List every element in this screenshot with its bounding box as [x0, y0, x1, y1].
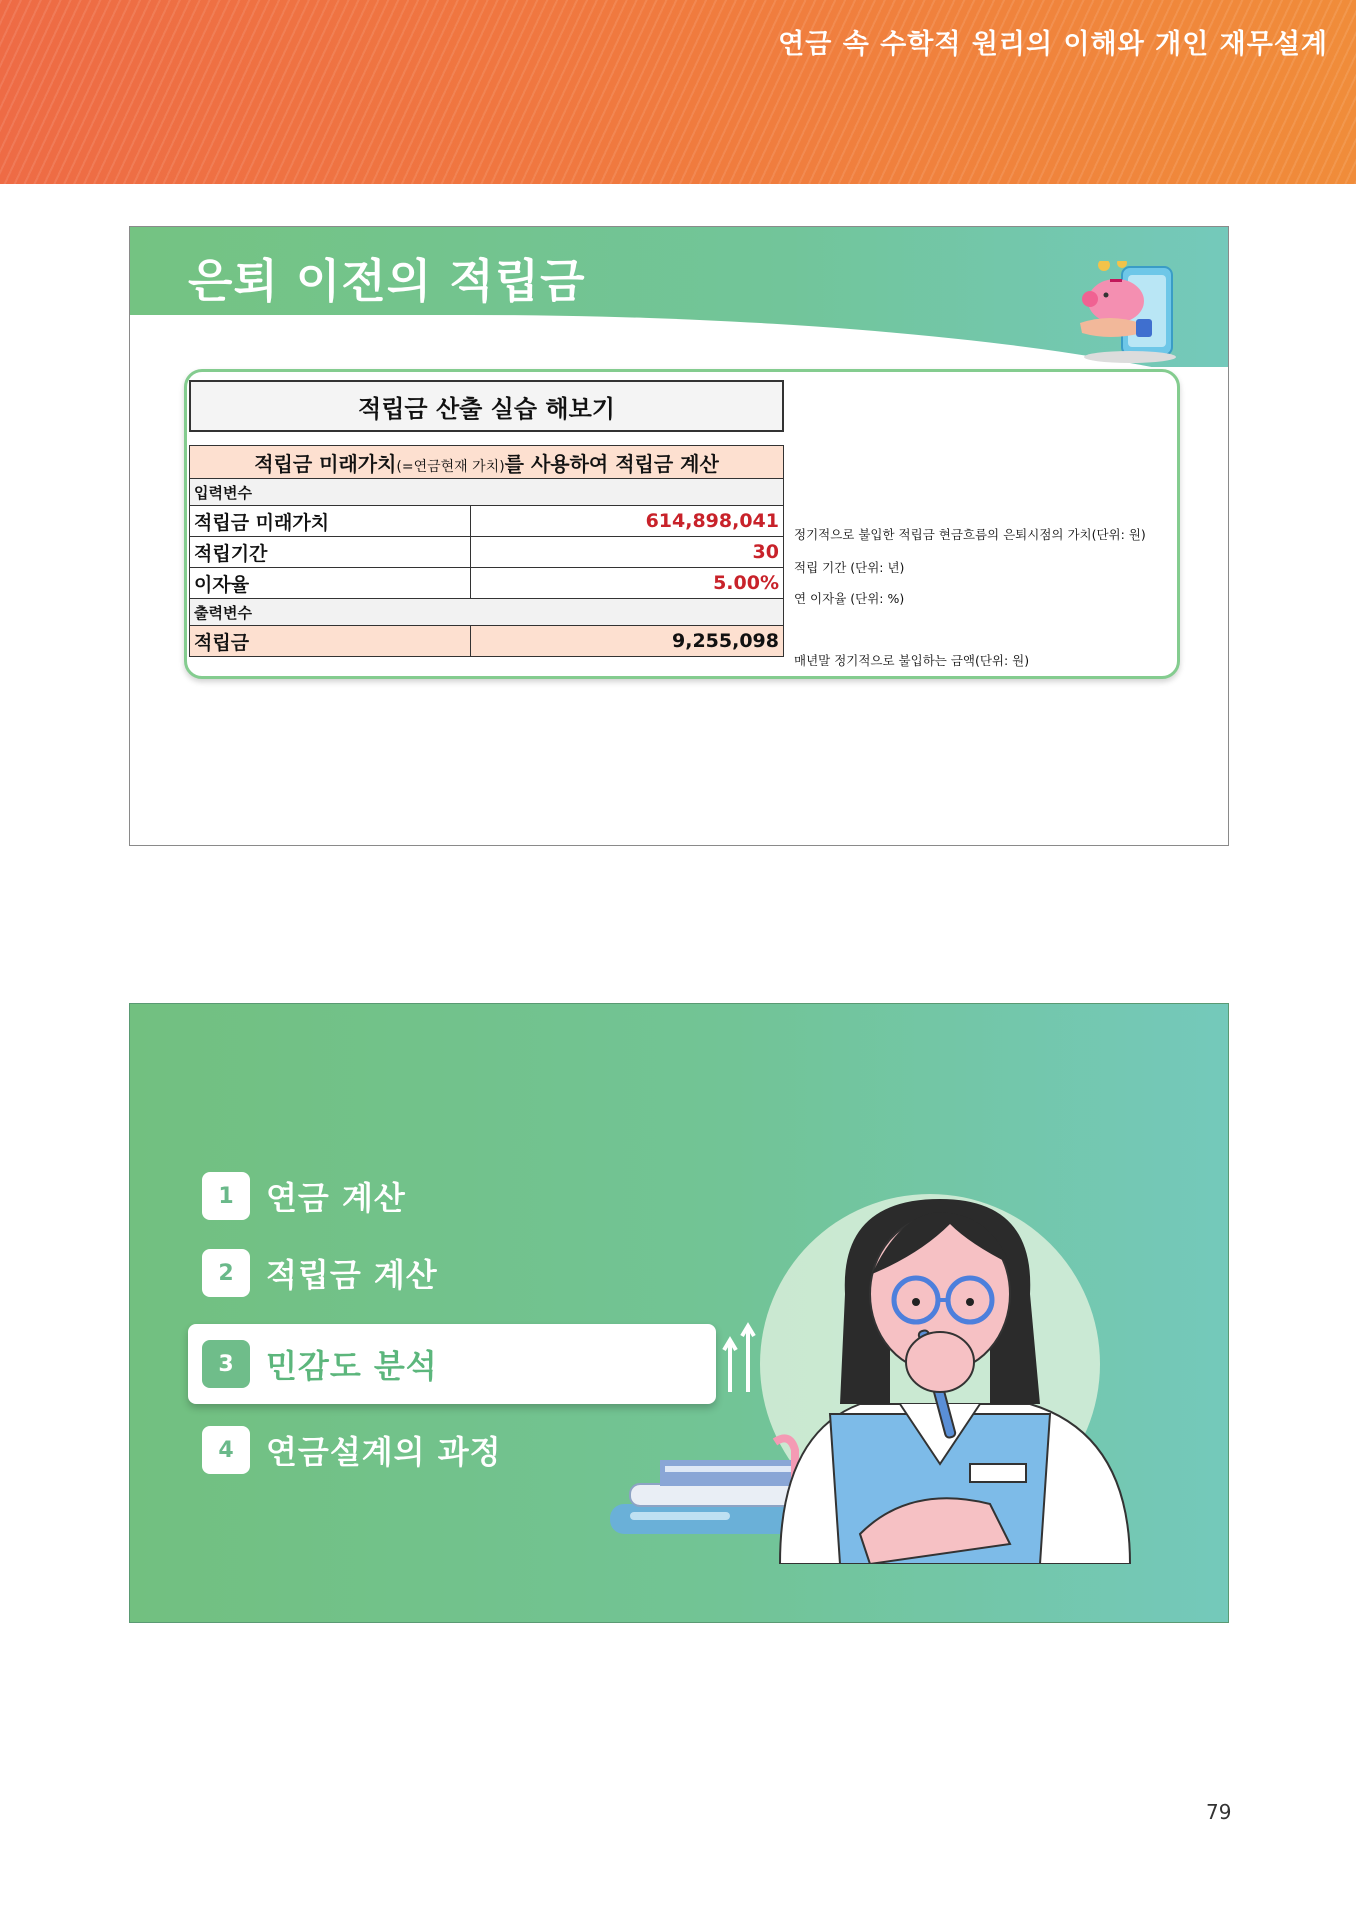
menu-item-4[interactable]: [202, 1426, 502, 1474]
row-label-future-value: 적립금 미래가치: [190, 506, 471, 537]
note-period: 적립 기간 (단위: 년): [794, 560, 905, 575]
menu-label: 연금설계의 과정: [266, 1433, 502, 1471]
row-label-period: 적립기간: [190, 537, 471, 568]
menu-item-2[interactable]: [202, 1249, 438, 1297]
table-header-main: 적립금 미래가치: [254, 451, 397, 476]
row-value-output: 9,255,098: [471, 626, 784, 657]
menu-label: 적립금 계산: [266, 1256, 438, 1294]
savings-table: [189, 445, 784, 657]
note-future-value: 정기적으로 불입한 적립금 현금흐름의 은퇴시점의 가치(단위: 원): [794, 527, 1146, 542]
page-number: 79: [1206, 1800, 1232, 1824]
input-section-label: 입력변수: [190, 479, 784, 506]
table-header-row: [190, 446, 784, 479]
menu-item-1[interactable]: [202, 1172, 406, 1220]
output-section-label: 출력변수: [190, 599, 784, 626]
output-section-row: [190, 599, 784, 626]
row-value-future-value[interactable]: 614,898,041: [471, 506, 784, 537]
row-value-period[interactable]: 30: [471, 537, 784, 568]
menu-item-3-active[interactable]: [202, 1340, 438, 1388]
input-section-row: [190, 479, 784, 506]
table-row: [190, 506, 784, 537]
menu-label: 연금 계산: [266, 1179, 406, 1217]
table-row: [190, 537, 784, 568]
slide-savings: [129, 226, 1229, 846]
top-banner: [0, 0, 1356, 184]
table-header-paren: (=연금현재 가치): [396, 458, 505, 475]
menu-number: 1: [202, 1172, 250, 1220]
row-label-output: 적립금: [190, 626, 471, 657]
row-value-rate[interactable]: 5.00%: [471, 568, 784, 599]
table-row: [190, 568, 784, 599]
calc-title: 적립금 산출 실습 해보기: [189, 380, 784, 432]
menu-label: 민감도 분석: [266, 1347, 438, 1385]
note-rate: 연 이자율 (단위: %): [794, 591, 905, 606]
table-row-output: [190, 626, 784, 657]
note-output: 매년말 정기적으로 불입하는 금액(단위: 원): [794, 653, 1030, 668]
menu-number: 4: [202, 1426, 250, 1474]
table-header-rest: 를 사용하여 적립금 계산: [504, 451, 719, 476]
up-arrows-icon: [720, 1322, 760, 1392]
menu-number: 2: [202, 1249, 250, 1297]
slide-title: 은퇴 이전의 적립금: [188, 254, 586, 308]
piggy-bank-icon: [1070, 261, 1190, 371]
table-header: [190, 446, 784, 479]
slide-agenda: [129, 1003, 1229, 1623]
menu-number: 3: [202, 1340, 250, 1388]
banner-title: 연금 속 수학적 원리의 이해와 개인 재무설계: [778, 29, 1328, 60]
row-label-rate: 이자율: [190, 568, 471, 599]
